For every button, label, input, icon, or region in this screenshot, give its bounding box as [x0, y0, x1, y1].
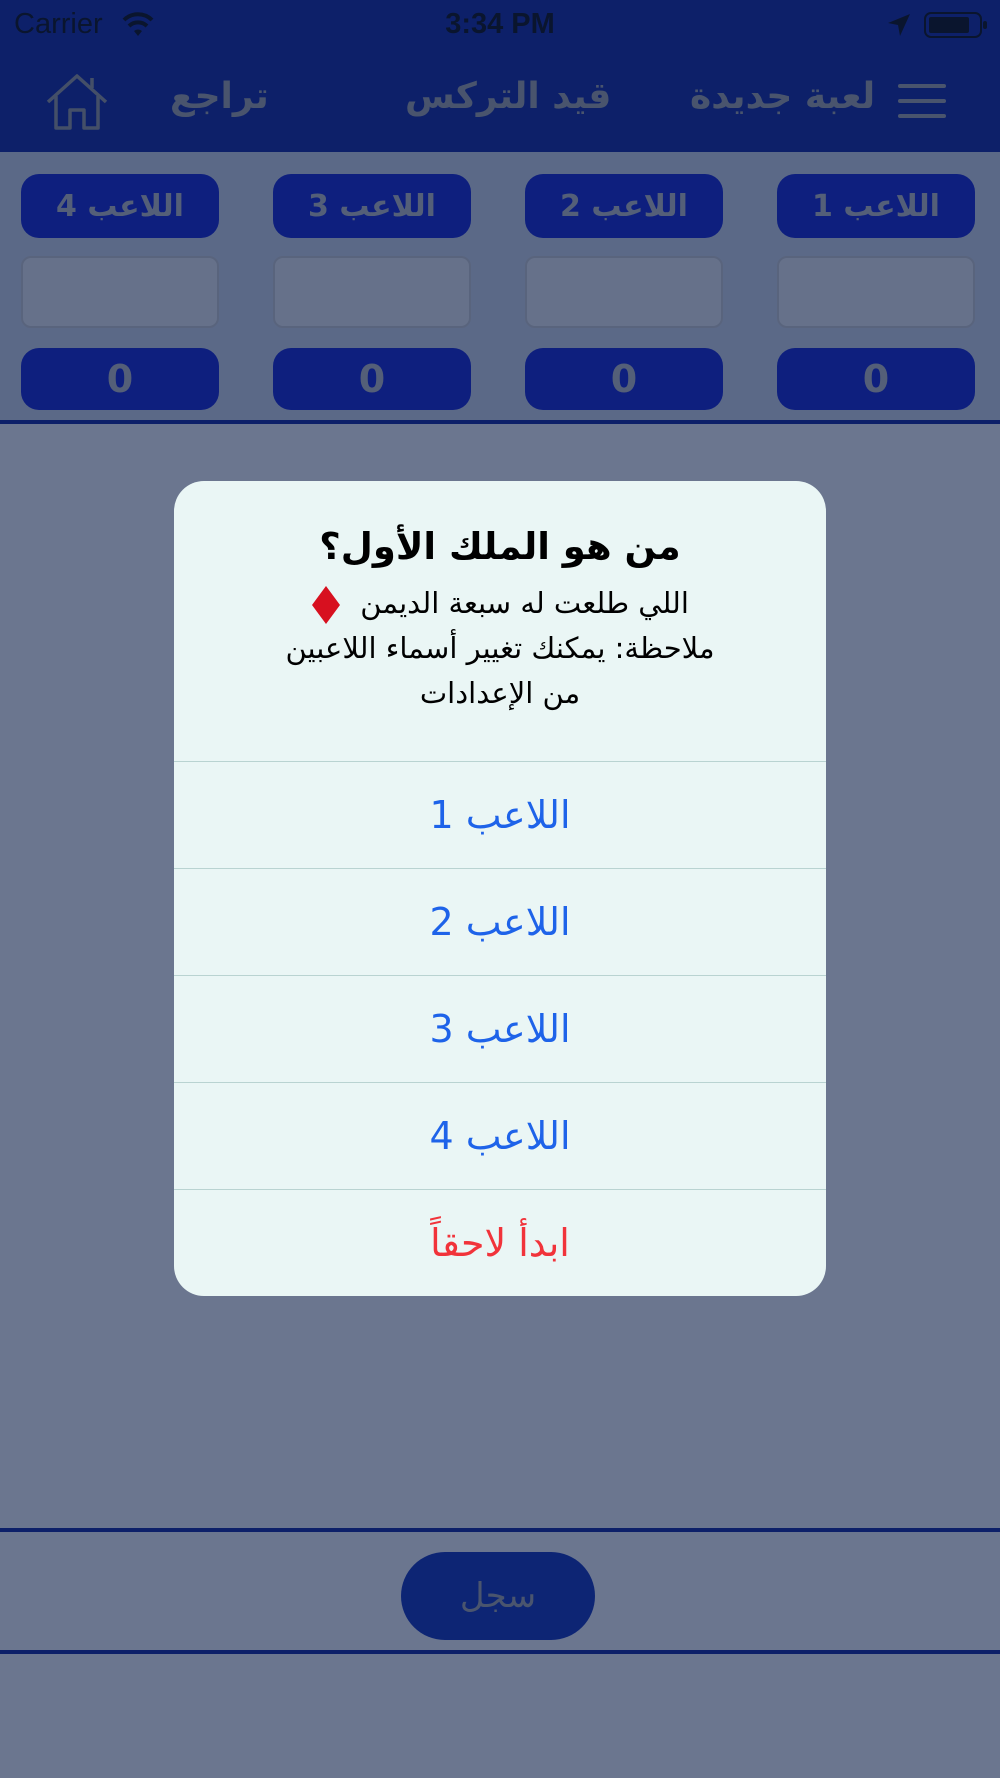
alert-note-line: ملاحظة: يمكنك تغيير أسماء اللاعبين — [285, 631, 715, 666]
alert-message-line — [174, 581, 826, 626]
choose-player-3-button[interactable]: اللاعب 3 — [174, 975, 826, 1082]
alert-note-line: من الإعدادات — [419, 676, 581, 711]
start-later-button[interactable]: ابدأ لاحقاً — [174, 1189, 826, 1296]
choose-player-1-button[interactable]: اللاعب 1 — [174, 761, 826, 868]
alert-message-text: اللي طلعت له سبعة الديمن — [360, 586, 689, 621]
choose-player-2-button[interactable]: اللاعب 2 — [174, 868, 826, 975]
choose-player-4-button[interactable]: اللاعب 4 — [174, 1082, 826, 1189]
diamond-suit-icon — [311, 585, 341, 625]
alert-title: من هو الملك الأول؟ — [319, 525, 681, 568]
first-king-alert — [174, 481, 826, 1296]
alert-header — [174, 481, 826, 761]
alert-message — [174, 581, 826, 716]
